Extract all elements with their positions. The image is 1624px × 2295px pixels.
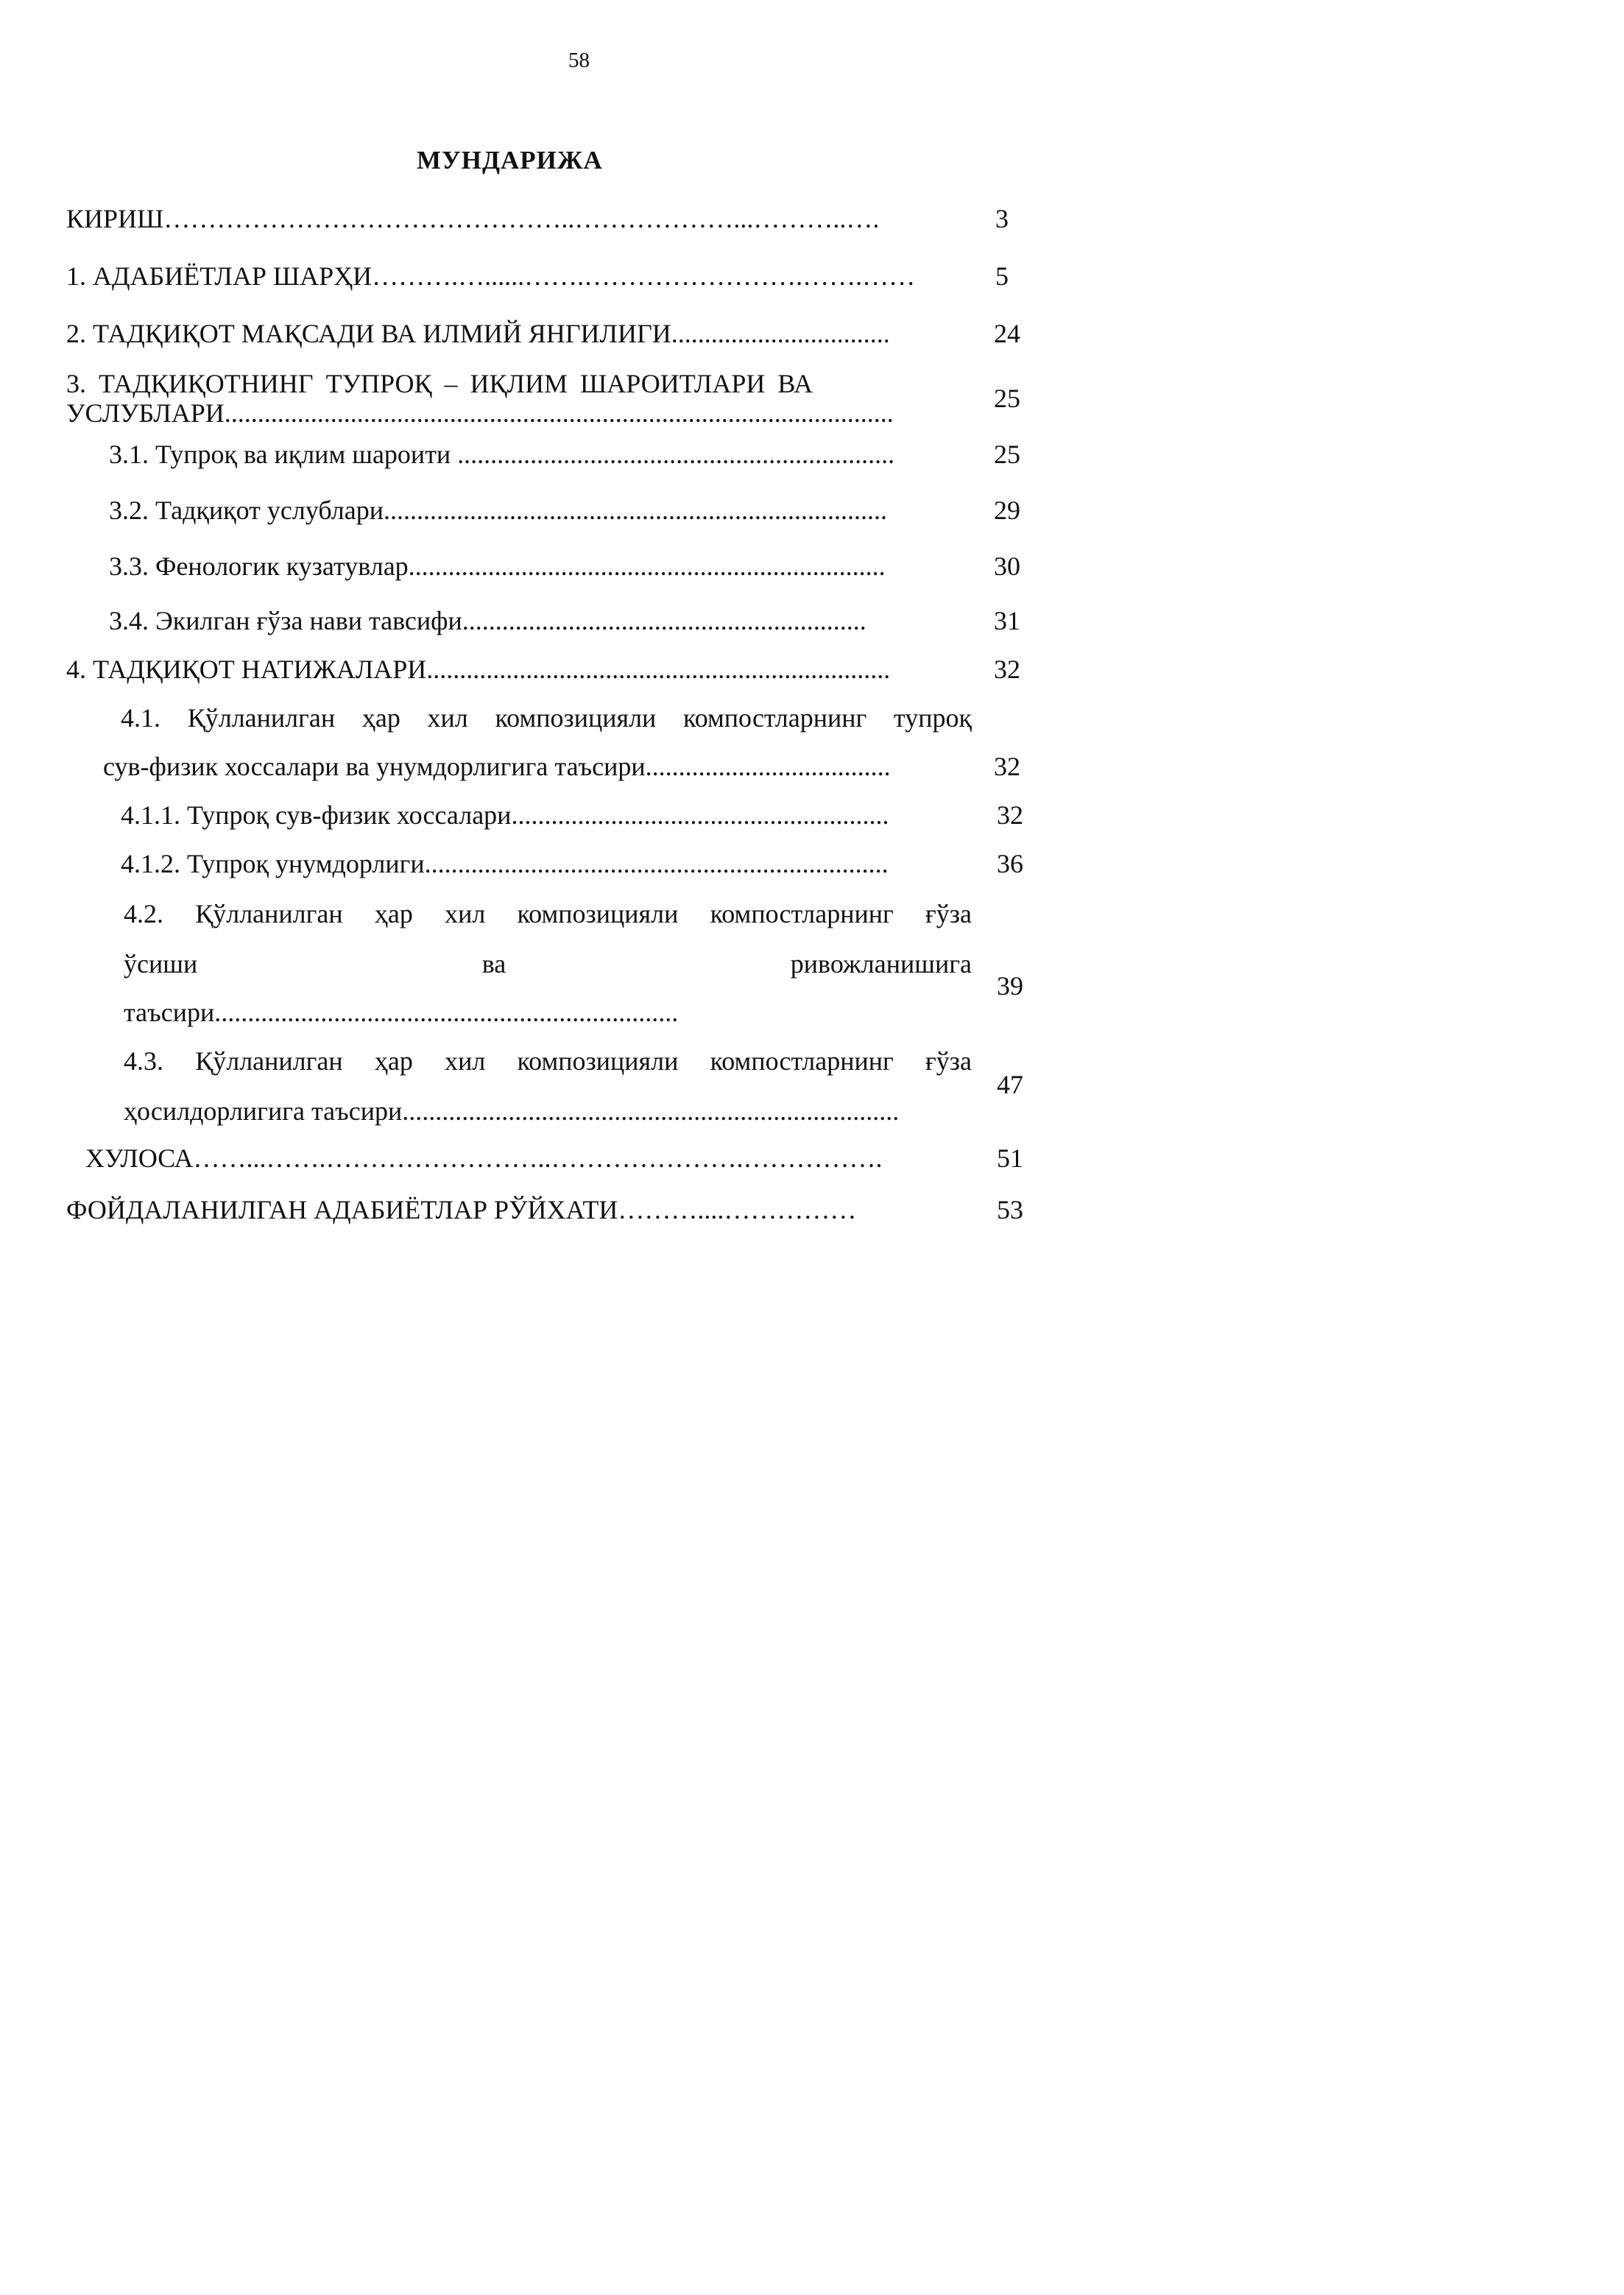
- toc-page-4-2: 39: [997, 971, 1023, 1001]
- toc-entry-3-3: 3.3. Фенологик кузатувлар........................................................................: [109, 551, 886, 581]
- toc-entry-3-2: 3.2. Тадқиқот услублари............................................................................: [109, 496, 887, 525]
- toc-page-references: 53: [997, 1195, 1023, 1224]
- toc-page-4-3: 47: [997, 1070, 1023, 1099]
- toc-page-conclusion: 51: [997, 1143, 1023, 1173]
- toc-entry-4-1-line1: 4.1. Қўлланилган ҳар хил композицияли компостларнинг тупроқ: [121, 703, 972, 733]
- toc-entry-4-2-line1: 4.2. Қўлланилган ҳар хил композицияли компостларнинг ғўза: [124, 899, 972, 928]
- toc-page-2: 24: [994, 319, 1020, 348]
- toc-page-3: 25: [994, 384, 1020, 413]
- toc-entry-4-2-line3: таъсири......................................................................: [124, 998, 679, 1027]
- toc-entry-4-2-line2: ўсиши ва ривожланишига: [124, 949, 972, 979]
- toc-entry-3-line2: УСЛУБЛАРИ.....................................................................................................: [66, 398, 894, 428]
- toc-entry-4-3-line2: ҳосилдорлигига таъсири...........................................................................: [124, 1096, 900, 1126]
- toc-entry-3-1: 3.1. Тупроқ ва иқлим шароити ..................................................................: [109, 440, 895, 469]
- toc-entry-1: 1. АДАБИЁТЛАР ШАРҲИ……….…......…….…………………….…….……: [66, 261, 916, 291]
- page-title: МУНДАРИЖА: [417, 146, 603, 174]
- toc-page-1: 5: [995, 261, 1009, 291]
- toc-page-3-3: 30: [994, 551, 1020, 581]
- toc-entry-4-3-line1: 4.3. Қўлланилган ҳар хил композицияли компостларнинг ғўза: [124, 1046, 972, 1076]
- toc-page-4-1: 32: [994, 752, 1020, 781]
- toc-page-4: 32: [994, 655, 1020, 684]
- toc-page-3-4: 31: [994, 606, 1020, 635]
- toc-entry-4: 4. ТАДҚИҚОТ НАТИЖАЛАРИ......................................................................: [66, 655, 891, 684]
- toc-entry-4-1-1: 4.1.1. Тупроқ сув-физик хоссалари.........................................................: [121, 800, 889, 830]
- toc-page-3-1: 25: [994, 440, 1020, 469]
- toc-entry-4-1-2: 4.1.2. Тупроқ унумдорлиги......................................................................: [121, 849, 889, 878]
- toc-page-4-1-1: 32: [997, 800, 1023, 830]
- toc-entry-conclusion: ХУЛОСА……...…….……………………..………………….…………….: [85, 1143, 883, 1173]
- toc-entry-4-1-line2: сув-физик хоссалари ва унумдорлигига таъсири.....................................: [103, 752, 891, 781]
- toc-page-4-1-2: 36: [997, 849, 1023, 878]
- toc-entry-references: ФОЙДАЛАНИЛГАН АДАБИЁТЛАР РЎЙХАТИ………....……………: [66, 1195, 857, 1224]
- page-number: 58: [568, 49, 590, 72]
- toc-page-introduction: 3: [995, 204, 1009, 233]
- toc-entry-3-line1: 3. ТАДҚИҚОТНИНГ ТУПРОҚ – ИҚЛИМ ШАРОИТЛАРИ ВА: [66, 369, 813, 398]
- toc-entry-2: 2. ТАДҚИҚОТ МАҚСАДИ ВА ИЛМИЙ ЯНГИЛИГИ.................................: [66, 319, 890, 348]
- toc-entry-introduction: КИРИШ………………………………………..………………...………..….: [66, 204, 880, 233]
- toc-page-3-2: 29: [994, 496, 1020, 525]
- toc-entry-3-4: 3.4. Экилган ғўза нави тавсифи.............................................................: [109, 606, 866, 635]
